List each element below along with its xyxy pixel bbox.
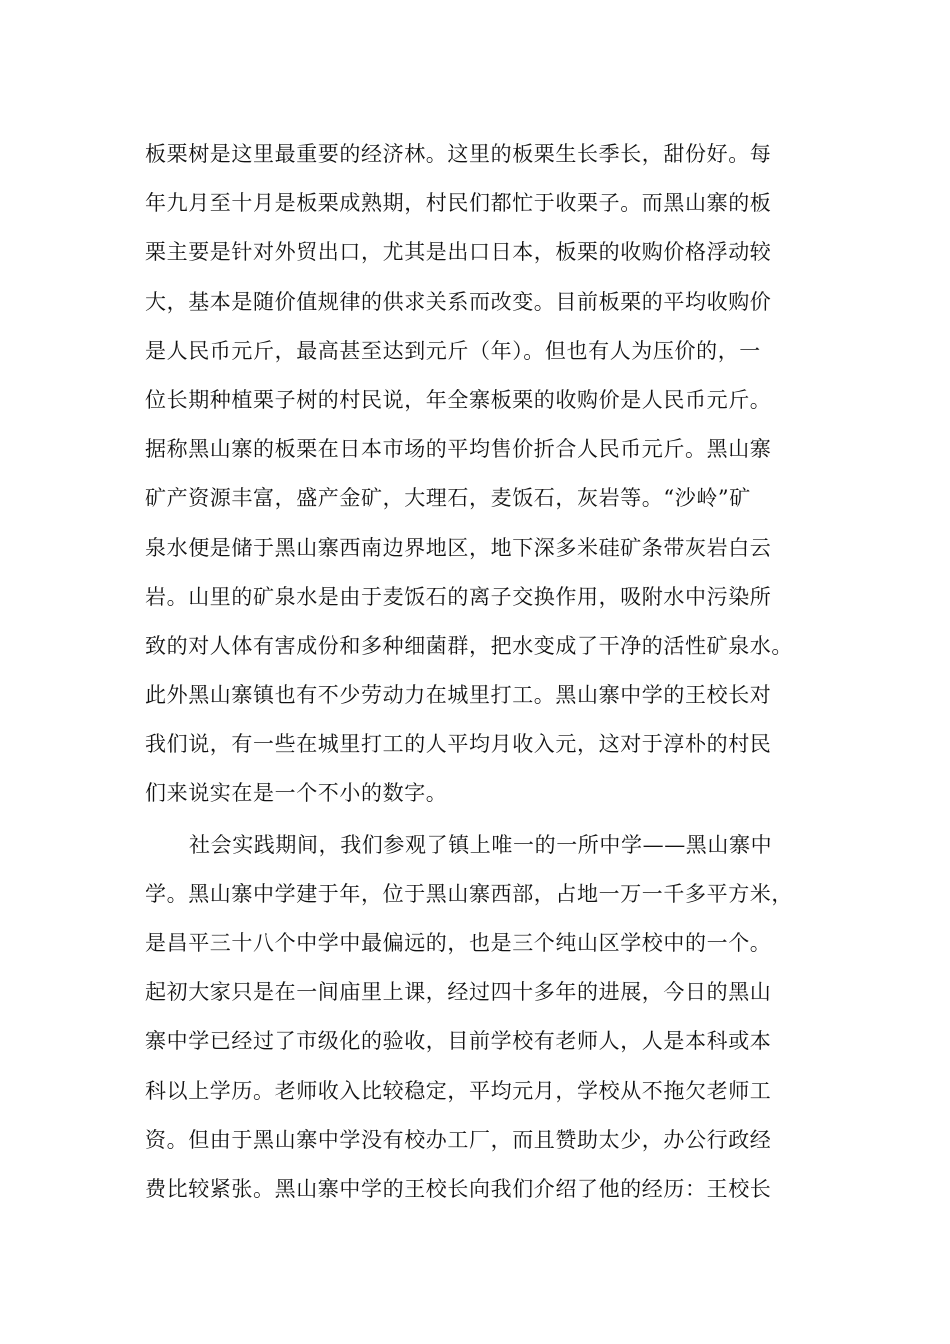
text-line: 学。黑山寨中学建于年，位于黑山寨西部，占地一万一千多平方米， <box>145 881 793 906</box>
text-line: 科以上学历。老师收入比较稳定，平均元月，学校从不拖欠老师工 <box>145 1078 772 1103</box>
text-line: 矿产资源丰富，盛产金矿，大理石，麦饭石，灰岩等。“沙岭”矿 <box>145 486 751 511</box>
text-line: 位长期种植栗子树的村民说，年全寨板栗的收购价是人民币元斤。 <box>145 387 772 412</box>
text-line: 大，基本是随价值规律的供求关系而改变。目前板栗的平均收购价 <box>145 289 772 314</box>
text-line: 是人民币元斤，最高甚至达到元斤（年）。但也有人为压价的，一 <box>145 338 761 363</box>
text-line: 岩。山里的矿泉水是由于麦饭石的离子交换作用，吸附水中污染所 <box>145 584 772 609</box>
text-line: 板栗树是这里最重要的经济林。这里的板栗生长季长，甜份好。每 <box>145 142 772 166</box>
text-line: 寨中学已经过了市级化的验收，目前学校有老师人，人是本科或本 <box>145 1029 772 1054</box>
text-line: 费比较紧张。黑山寨中学的王校长向我们介绍了他的经历：王校长 <box>145 1176 772 1201</box>
text-line: 此外黑山寨镇也有不少劳动力在城里打工。黑山寨中学的王校长对 <box>145 683 772 708</box>
text-line: 栗主要是针对外贸出口，尤其是出口日本，板栗的收购价格浮动较 <box>145 240 772 265</box>
text-line: 致的对人体有害成份和多种细菌群，把水变成了干净的活性矿泉水。 <box>145 633 793 658</box>
text-line: 们来说实在是一个不小的数字。 <box>145 781 448 806</box>
text-line-indented: 社会实践期间，我们参观了镇上唯一的一所中学——黑山寨中 <box>189 832 773 857</box>
paragraph-chestnut-economy <box>145 130 825 819</box>
text-line: 是昌平三十八个中学中最偏远的，也是三个纯山区学校中的一个。 <box>145 931 772 955</box>
text-line: 我们说，有一些在城里打工的人平均月收入元，这对于淳朴的村民 <box>145 732 772 757</box>
text-line: 据称黑山寨的板栗在日本市场的平均售价折合人民币元斤。黑山寨 <box>145 437 772 462</box>
document-body <box>145 130 825 1214</box>
text-line: 年九月至十月是板栗成熟期，村民们都忙于收栗子。而黑山寨的板 <box>145 191 772 216</box>
text-line: 资。但由于黑山寨中学没有校办工厂，而且赞助太少，办公行政经 <box>145 1127 772 1152</box>
text-line: 起初大家只是在一间庙里上课，经过四十多年的进展，今日的黑山 <box>145 980 772 1005</box>
paragraph-school-visit <box>145 821 825 1215</box>
text-line: 泉水便是储于黑山寨西南边界地区，地下深多米硅矿条带灰岩白云 <box>145 535 772 560</box>
